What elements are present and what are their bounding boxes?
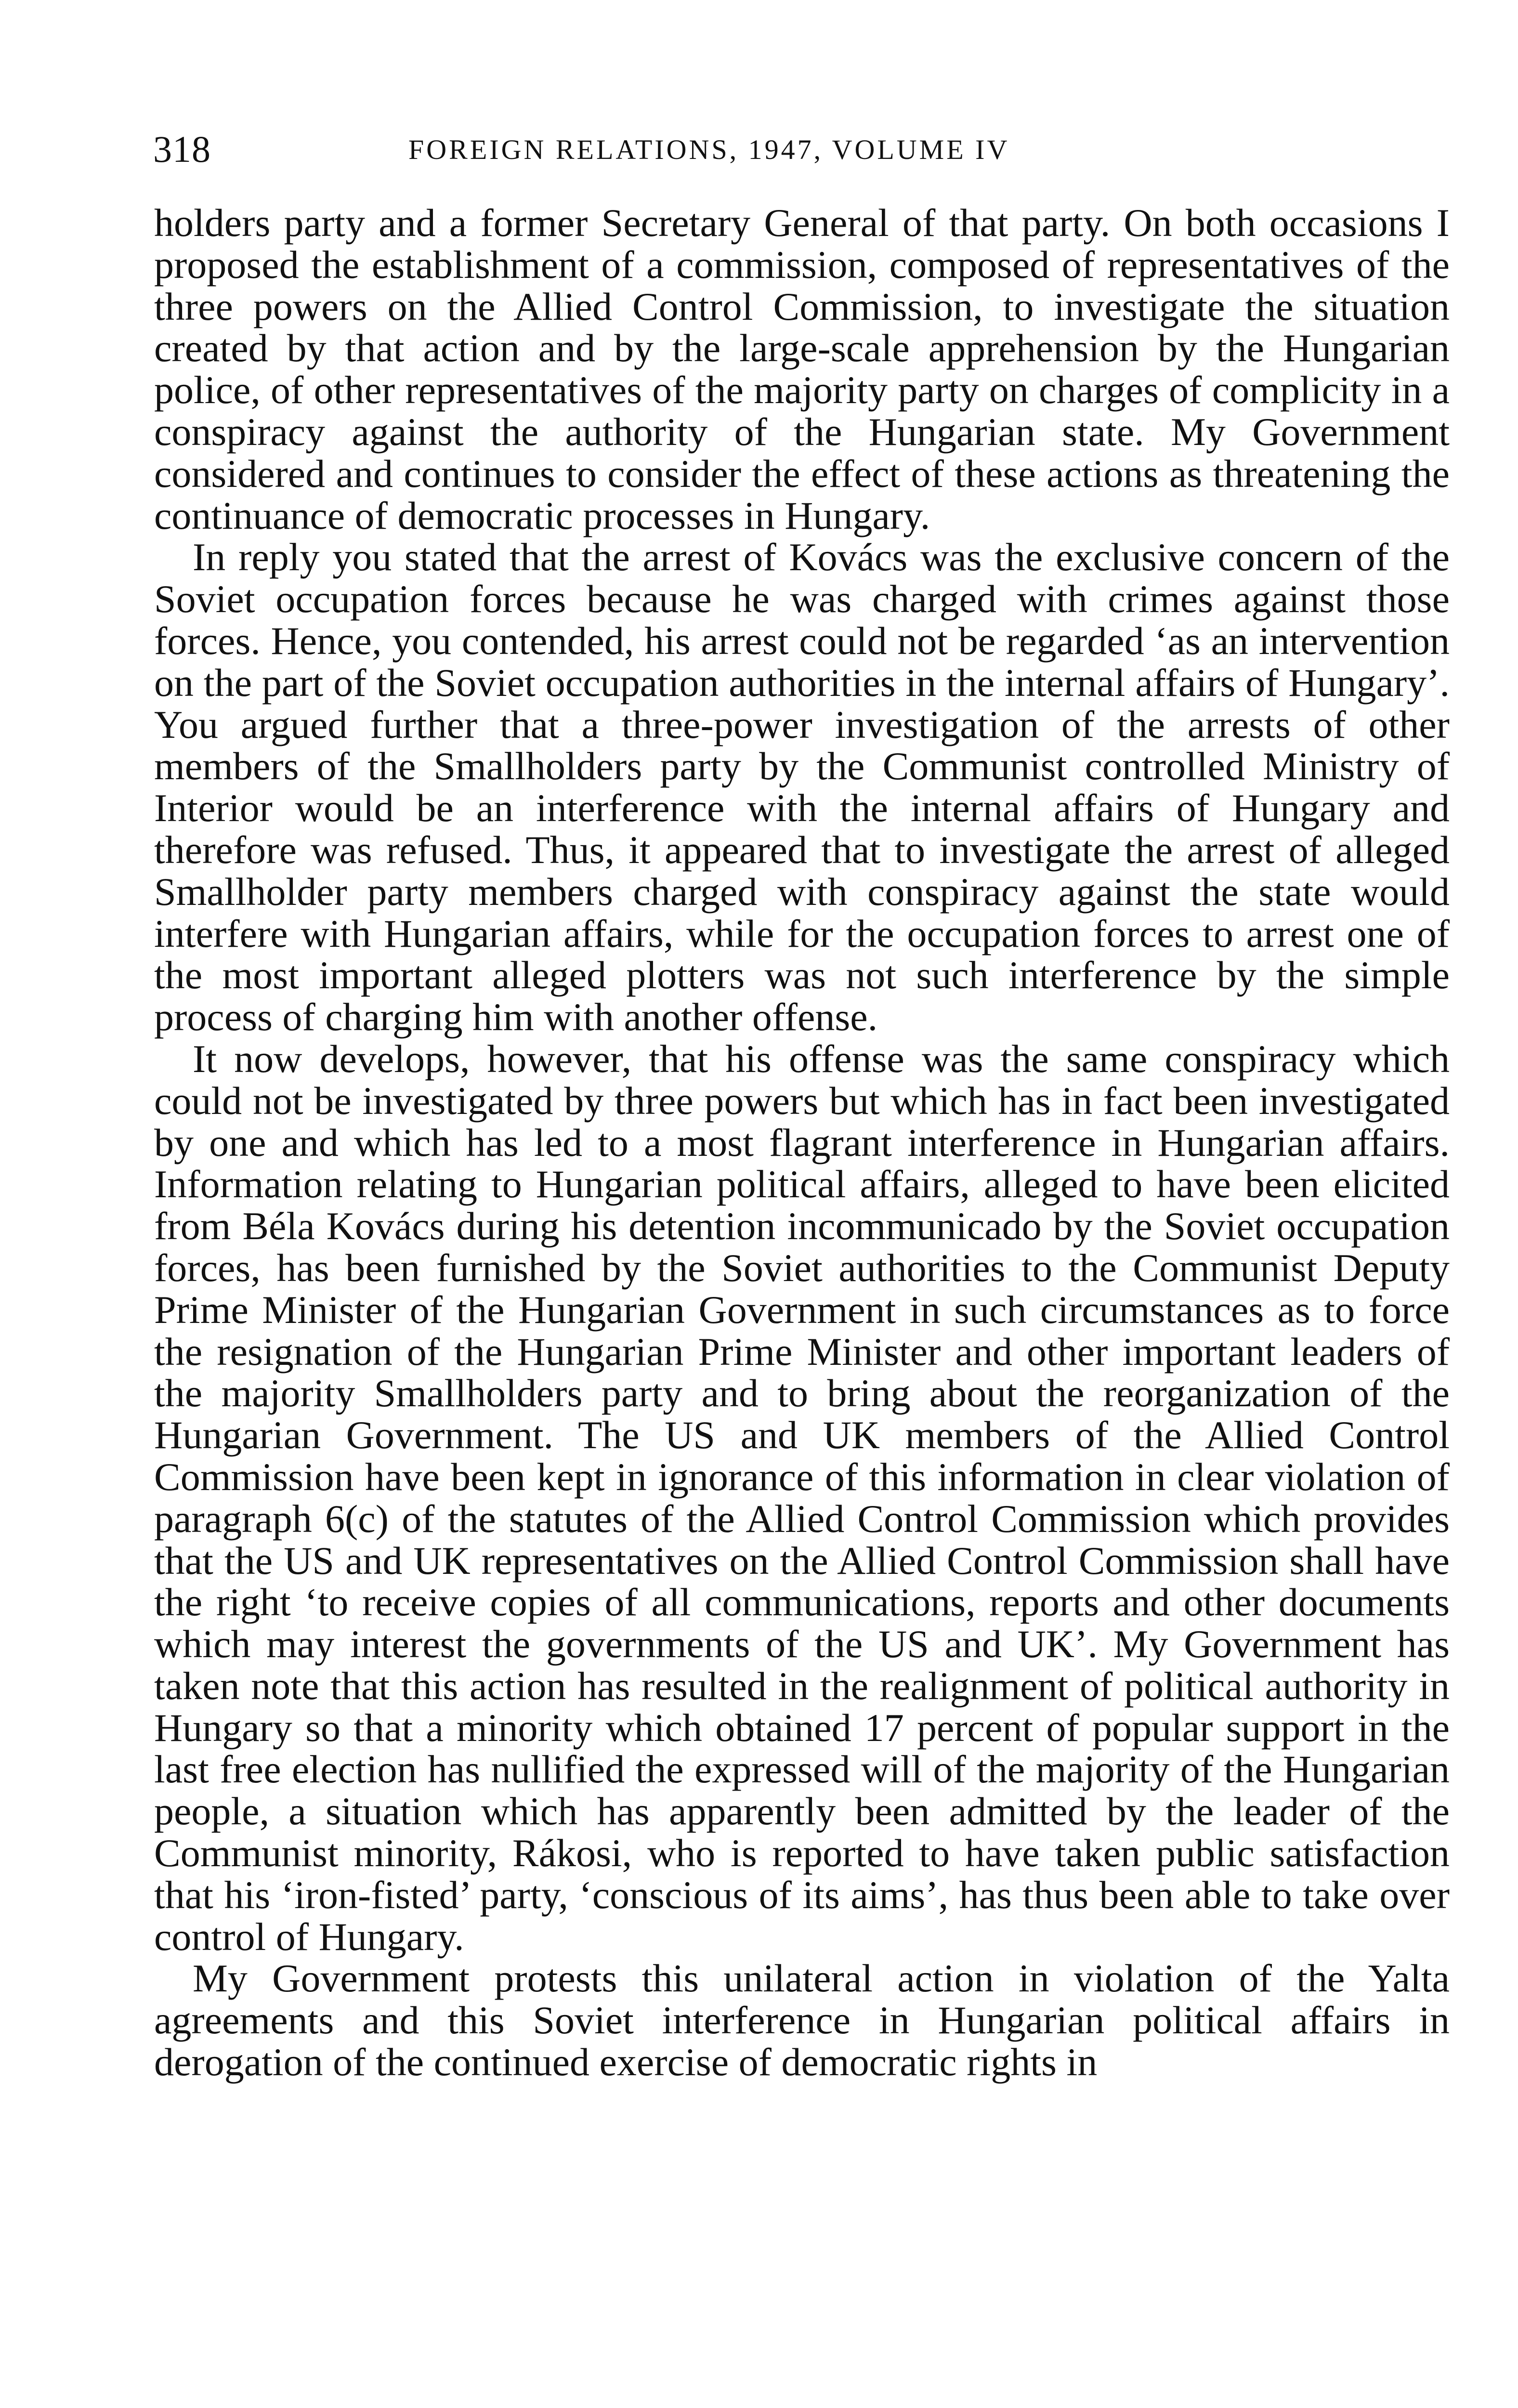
running-head (153, 125, 1461, 183)
body-text (154, 202, 1450, 2083)
paragraph-protest: My Government protests this unilateral action in violation of the Yalta agreements and this Soviet interference in Hungarian political affairs in derogation of the continued exercise of democratic rights in (154, 1956, 1450, 2084)
paragraph-continued: holders party and a former Secretary General of that party. On both occasions I proposed the establishment of a commission, composed of representatives of the three powers on the Allied Control Commission, to investigate the situation created by that action and by the large-scale apprehension by the Hungarian police, of other representatives of the majority party on charges of complicity in a conspiracy against the authority of the Hungarian state. My Government considered and continues to consider the effect of these actions as threatening the continuance of democratic processes in Hungary. (154, 201, 1450, 537)
paragraph-develops: It now develops, however, that his offense was the same conspiracy which could not be investigated by three powers but which has in fact been investigated by one and which has led to a most flagrant interference in Hungarian affairs. Information relating to Hungarian political affairs, alleged to have been elicited from Béla Kovács during his detention incommunicado by the Soviet occupation forces, has been furnished by the Soviet authorities to the Communist Deputy Prime Minister of the Hungarian Government in such circumstances as to force the resignation of the Hungarian Prime Minister and other important leaders of the majority Smallholders party and to bring about the reorganization of the Hungarian Government. The US and UK members of the Allied Control Commission have been kept in ignorance of this information in clear violation of paragraph 6(c) of the statutes of the Allied Control Commission which provides that the US and UK representatives on the Allied Control Commission shall have the right ‘to receive copies of all communications, reports and other documents which may interest the governments of the US and UK’. My Government has taken note that this action has resulted in the realignment of political authority in Hungary so that a minority which obtained 17 percent of popular support in the last free election has nullified the expressed will of the majority of the Hungarian people, a situation which has apparently been admitted by the leader of the Communist minority, Rákosi, who is reported to have taken public satisfaction that his ‘iron-fisted’ party, ‘conscious of its aims’, has thus been able to take over control of Hungary. (154, 1036, 1450, 1959)
page-number: 318 (153, 128, 211, 170)
paragraph-reply: In reply you stated that the arrest of Kovács was the exclusive concern of the Soviet occupation forces because he was charged with crimes against those forces. Hence, you contended, his arrest could not be regarded ‘as an intervention on the part of the Soviet occupation authorities in the internal affairs of Hungary’. You argued further that a three-power investigation of the arrests of other members of the Smallholders party by the Communist controlled Ministry of Interior would be an interference with the internal affairs of Hungary and therefore was refused. Thus, it appeared that to investigate the arrest of alleged Smallholder party members charged with conspiracy against the state would interfere with Hungarian affairs, while for the occupation forces to arrest one of the most important alleged plotters was not such interference by the simple process of charging him with another offense. (154, 535, 1450, 1039)
running-title: FOREIGN RELATIONS, 1947, VOLUME IV (408, 134, 1010, 165)
